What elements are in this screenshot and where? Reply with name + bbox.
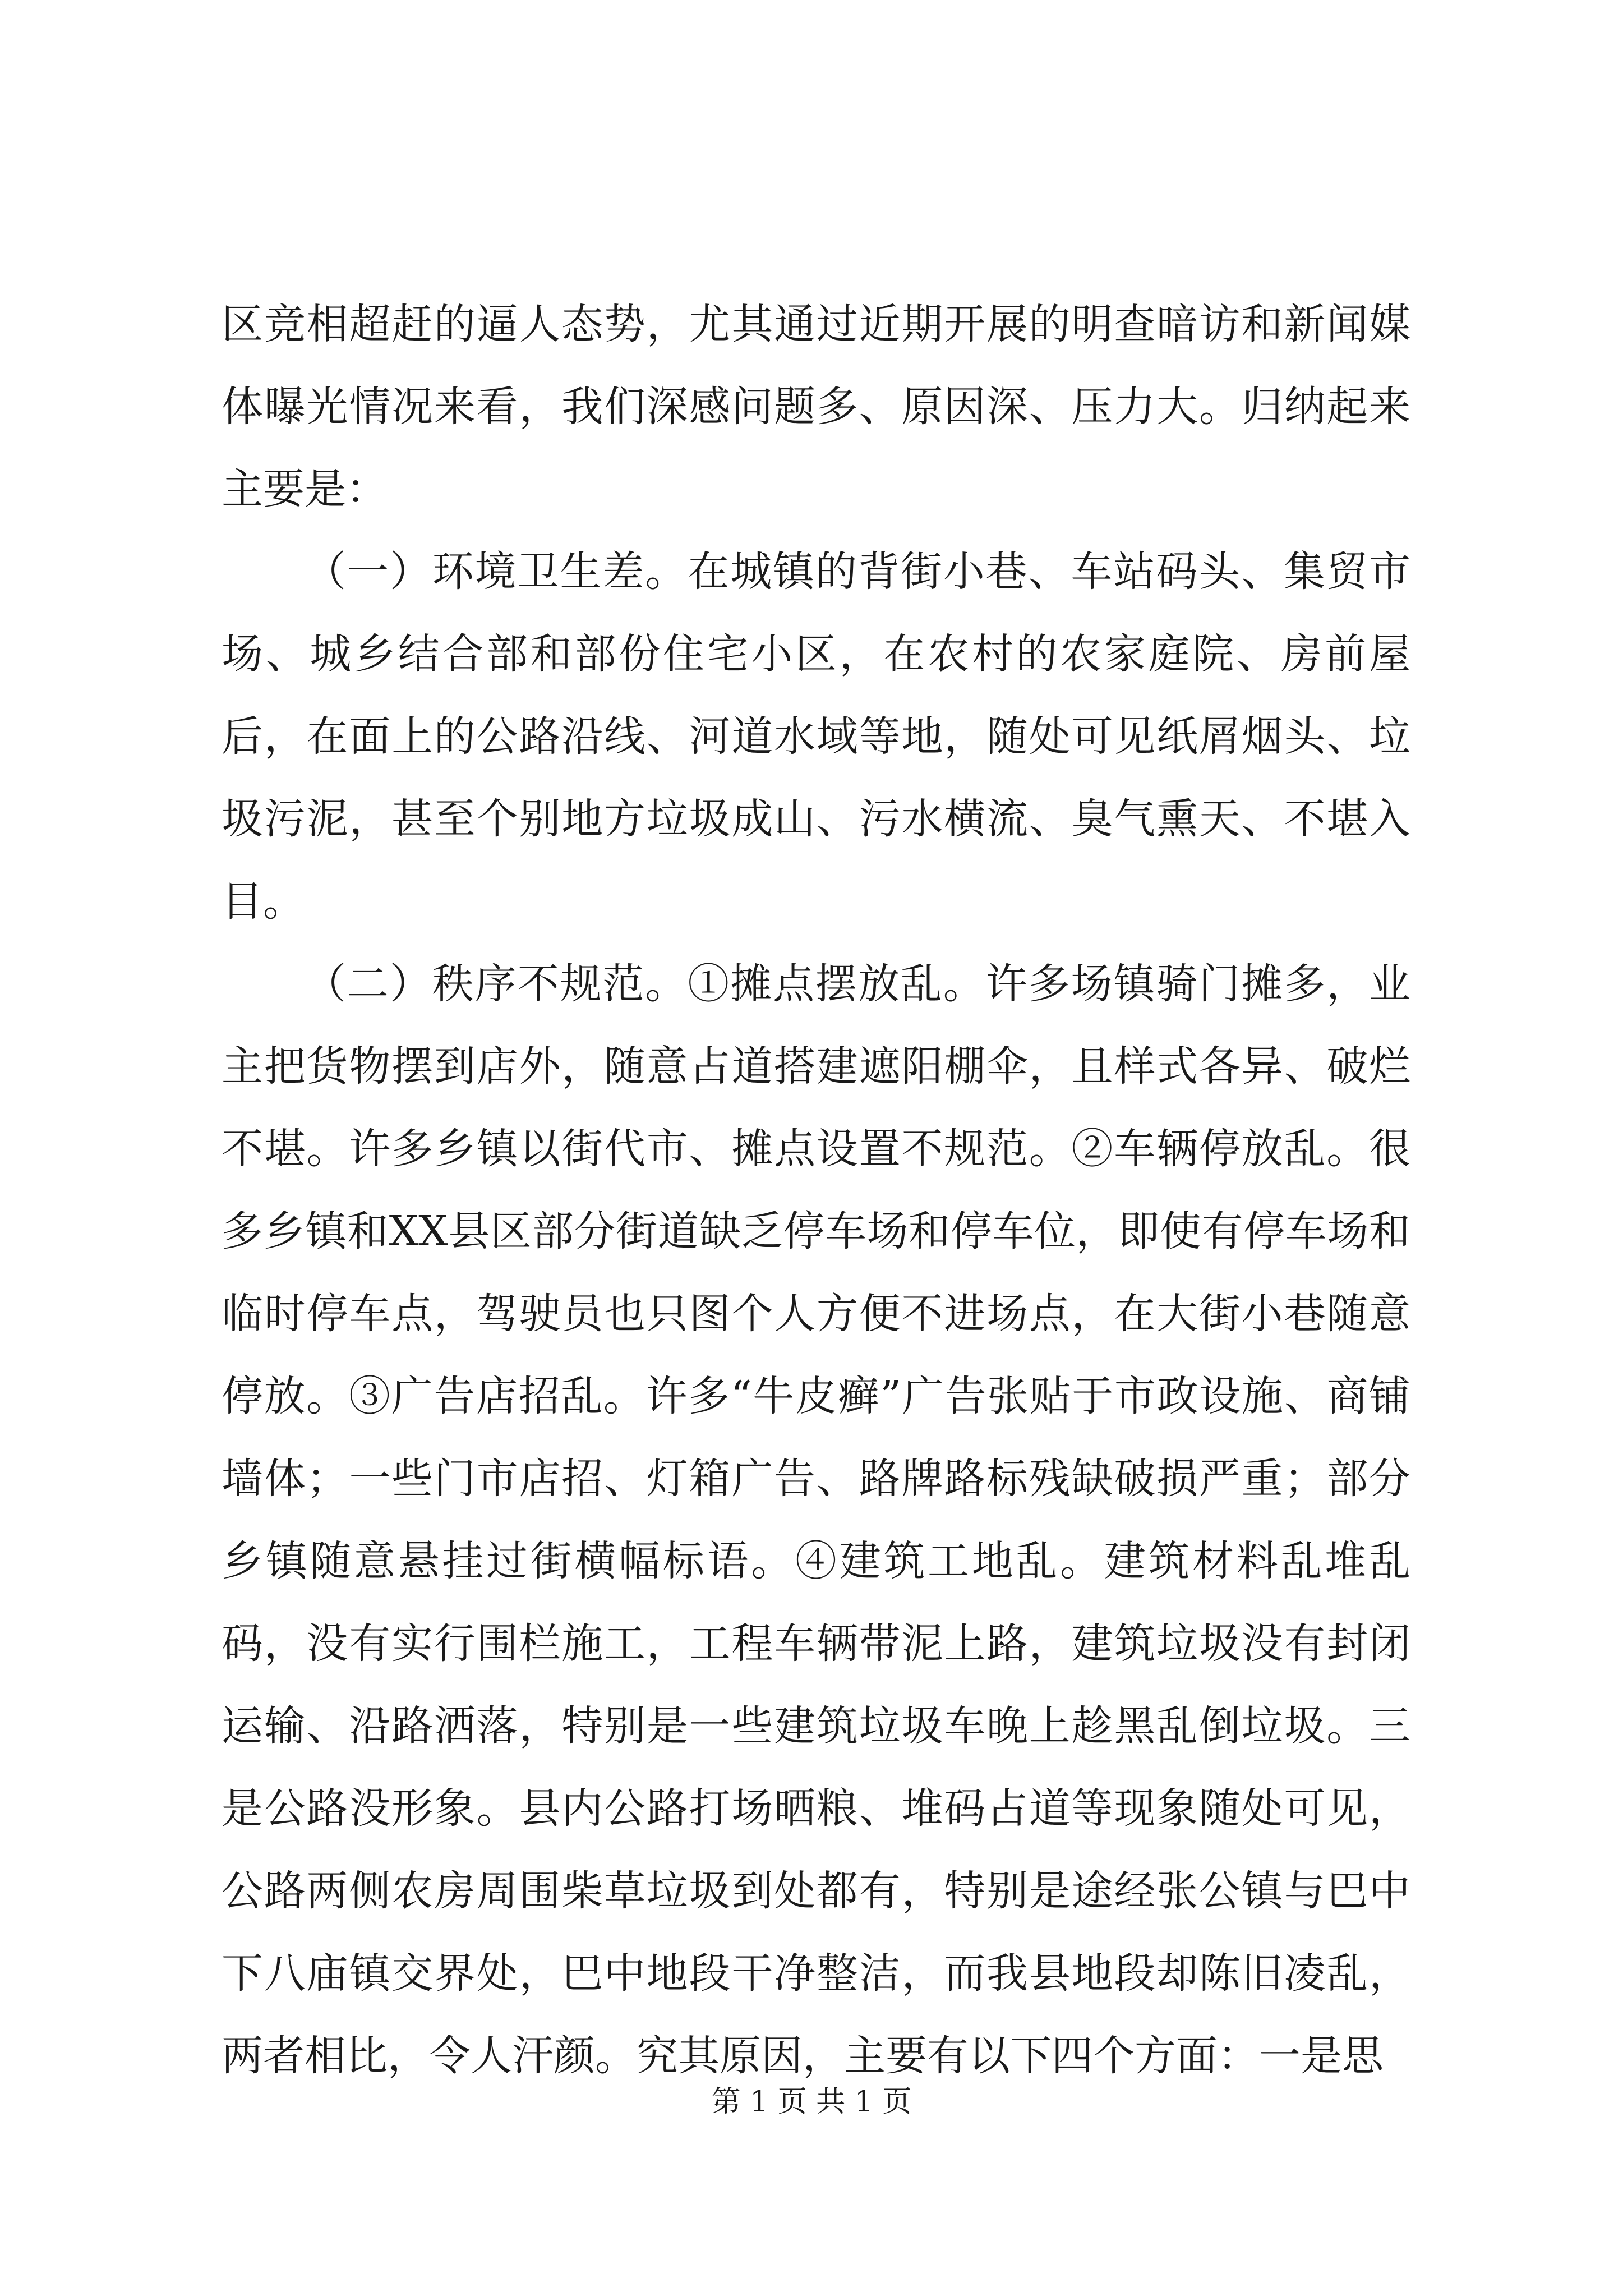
document-body	[222, 283, 1410, 2097]
paragraph-intro: 区竞相超赶的逼人态势，尤其通过近期开展的明查暗访和新闻媒体曝光情况来看，我们深感问题多、原因深、压力大。归纳起来主要是：	[222, 300, 1410, 513]
paragraph-order-irregular: （二）秩序不规范。①摊点摆放乱。许多场镇骑门摊多，业主把货物摆到店外，随意占道搭建遮阳棚伞，且样式各异、破烂不堪。许多乡镇以街代市、摊点设置不规范。②车辆停放乱。很多乡镇和XX县区部分街道缺乏停车场和停车位，即使有停车场和临时停车点，驾驶员也只图个人方便不进场点，在大街小巷随意停放。③广告店招乱。许多“牛皮癣”广告张贴于市政设施、商铺墙体；一些门市店招、灯箱广告、路牌路标残缺破损严重；部分乡镇随意悬挂过街横幅标语。④建筑工地乱。建筑材料乱堆乱码，没有实行围栏施工，工程车辆带泥上路，建筑垃圾没有封闭运输、沿路洒落，特别是一些建筑垃圾车晚上趁黑乱倒垃圾。三是公路没形象。县内公路打场晒粮、堆码占道等现象随处可见，公路两侧农房周围柴草垃圾到处都有，特别是途经张公镇与巴中下八庙镇交界处，巴中地段干净整洁，而我县地段却陈旧凌乱，两者相比，令人汗颜。究其原因，主要有以下四个方面：一是思	[222, 960, 1410, 2080]
paragraph-environment-hygiene: （一）环境卫生差。在城镇的背街小巷、车站码头、集贸市场、城乡结合部和部份住宅小区，在农村的农家庭院、房前屋后，在面上的公路沿线、河道水域等地，随处可见纸屑烟头、垃圾污泥，甚至个别地方垃圾成山、污水横流、臭气熏天、不堪入目。	[222, 547, 1410, 926]
page-footer: 第 1 页 共 1 页	[711, 2085, 912, 2119]
